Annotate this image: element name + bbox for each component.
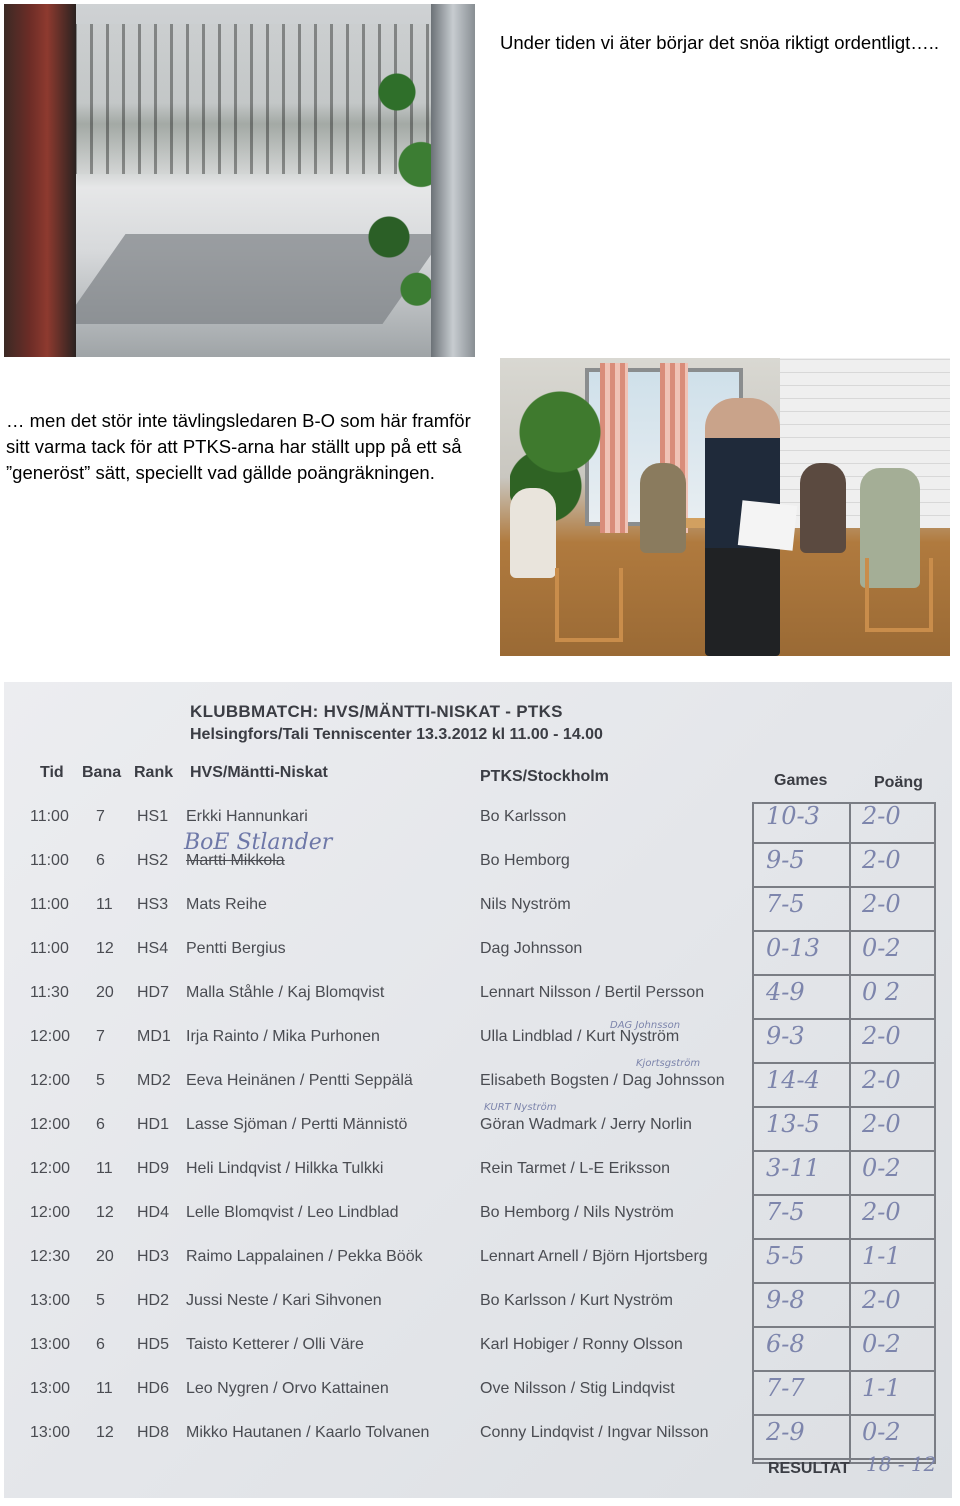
col-rank: Rank xyxy=(134,764,174,781)
row-rank: MD2 xyxy=(137,1072,171,1089)
row-games: 4-9 xyxy=(766,978,805,1006)
col-home: HVS/Mäntti-Niskat xyxy=(190,764,328,781)
score-grid-row-line xyxy=(752,842,934,844)
handwritten-note-md1: DAG Johnsson xyxy=(610,1020,681,1031)
row-away-player: Bo Hemborg xyxy=(480,852,570,869)
row-time: 12:30 xyxy=(30,1248,71,1265)
row-court: 12 xyxy=(96,940,114,957)
chair xyxy=(555,568,623,642)
score-grid-row-line xyxy=(752,1150,934,1152)
score-grid-row-line xyxy=(752,930,934,932)
row-home-player: Leo Nygren / Orvo Kattainen xyxy=(186,1380,389,1397)
row-time: 13:00 xyxy=(30,1292,71,1309)
caption-middle: … men det stör inte tävlingsledaren B-O som här framför sitt varma tack för att PTKS-arna har ställt upp på ett så ”generöst” sätt, speciellt vad gällde poängräkningen. xyxy=(6,410,471,483)
row-away-player: Bo Hemborg / Nils Nyström xyxy=(480,1204,674,1221)
row-points: 2-0 xyxy=(862,1198,901,1226)
result-label: RESULTAT xyxy=(768,1460,850,1477)
row-court: 20 xyxy=(96,1248,114,1265)
score-grid-row-line xyxy=(752,886,934,888)
col-poang: Poäng xyxy=(874,774,923,791)
row-home-player: Mats Reihe xyxy=(186,896,267,913)
row-points: 2-0 xyxy=(862,1286,901,1314)
col-away: PTKS/Stockholm xyxy=(480,768,609,785)
row-games: 3-11 xyxy=(766,1154,820,1182)
row-points: 0 2 xyxy=(862,978,901,1006)
row-home-player: Mikko Hautanen / Kaarlo Tolvanen xyxy=(186,1424,430,1441)
row-home-player: Lelle Blomqvist / Leo Lindblad xyxy=(186,1204,399,1221)
score-grid-row-line xyxy=(752,1018,934,1020)
row-games: 0-13 xyxy=(766,934,820,962)
snow-window-photo xyxy=(4,4,475,357)
row-rank: HD7 xyxy=(137,984,170,1001)
row-games: 7-5 xyxy=(766,1198,805,1226)
col-tid: Tid xyxy=(40,764,64,781)
row-rank: HS1 xyxy=(137,808,169,825)
row-time: 12:00 xyxy=(30,1160,71,1177)
row-time: 12:00 xyxy=(30,1028,71,1045)
row-points: 2-0 xyxy=(862,1110,901,1138)
row-court: 12 xyxy=(96,1424,114,1441)
row-rank: HS3 xyxy=(137,896,169,913)
row-points: 2-0 xyxy=(862,846,901,874)
row-home-player: Erkki Hannunkari xyxy=(186,808,308,825)
seated-person xyxy=(640,463,686,553)
row-rank: HD6 xyxy=(137,1380,170,1397)
paper-sheet xyxy=(738,500,797,551)
score-grid-row-line xyxy=(752,1238,934,1240)
row-points: 2-0 xyxy=(862,1066,901,1094)
row-home-player: Malla Ståhle / Kaj Blomqvist xyxy=(186,984,385,1001)
row-away-player: Lennart Nilsson / Bertil Persson xyxy=(480,984,705,1001)
row-points: 0-2 xyxy=(862,1418,901,1446)
row-games: 9-8 xyxy=(766,1286,805,1314)
row-games: 13-5 xyxy=(766,1110,820,1138)
row-time: 11:00 xyxy=(30,940,69,957)
row-games: 10-3 xyxy=(766,802,820,830)
row-away-player: Karl Hobiger / Ronny Olsson xyxy=(480,1336,683,1353)
room-photo xyxy=(500,358,950,656)
score-grid-row-line xyxy=(752,974,934,976)
row-time: 11:00 xyxy=(30,808,69,825)
row-games: 14-4 xyxy=(766,1066,820,1094)
row-away-player: Bo Karlsson xyxy=(480,808,567,825)
row-rank: HD5 xyxy=(137,1336,170,1353)
row-points: 0-2 xyxy=(862,934,901,962)
col-bana: Bana xyxy=(82,764,122,781)
row-points: 2-0 xyxy=(862,802,901,830)
row-away-player: Ove Nilsson / Stig Lindqvist xyxy=(480,1380,675,1397)
row-games: 6-8 xyxy=(766,1330,805,1358)
handwritten-note-md2: Kjortsgström xyxy=(636,1058,701,1069)
row-away-player: Nils Nyström xyxy=(480,896,571,913)
sheet-title: KLUBBMATCH: HVS/MÄNTTI-NISKAT - PTKS xyxy=(190,702,563,721)
row-games: 7-7 xyxy=(766,1374,805,1402)
row-court: 6 xyxy=(96,1336,105,1353)
row-away-player: Rein Tarmet / L-E Eriksson xyxy=(480,1160,670,1177)
row-court: 11 xyxy=(96,1380,113,1397)
row-time: 12:00 xyxy=(30,1204,71,1221)
row-court: 5 xyxy=(96,1292,105,1309)
row-points: 1-1 xyxy=(862,1374,901,1402)
result-value: 18 - 12 xyxy=(866,1452,937,1476)
row-games: 9-5 xyxy=(766,846,805,874)
row-court: 11 xyxy=(96,896,113,913)
row-home-player: Irja Rainto / Mika Purhonen xyxy=(186,1028,380,1045)
row-points: 1-1 xyxy=(862,1242,901,1270)
row-away-player: Elisabeth Bogsten / Dag Johnsson xyxy=(480,1072,725,1089)
score-grid-row-line xyxy=(752,1414,934,1416)
window-frame-right xyxy=(431,4,475,357)
row-time: 11:00 xyxy=(30,852,69,869)
row-home-player: Heli Lindqvist / Hilkka Tulkki xyxy=(186,1160,384,1177)
row-home-player: Taisto Ketterer / Olli Väre xyxy=(186,1336,364,1353)
row-games: 2-9 xyxy=(766,1418,805,1446)
row-points: 2-0 xyxy=(862,1022,901,1050)
row-rank: HD1 xyxy=(137,1116,170,1133)
chair xyxy=(865,558,933,632)
score-grid-row-line xyxy=(752,1326,934,1328)
row-time: 13:00 xyxy=(30,1380,71,1397)
sheet-subtitle: Helsingfors/Tali Tenniscenter 13.3.2012 kl 11.00 - 14.00 xyxy=(190,726,603,743)
row-court: 5 xyxy=(96,1072,105,1089)
row-away-player: Ulla Lindblad / Kurt Nyström xyxy=(480,1028,680,1045)
row-rank: HS4 xyxy=(137,940,169,957)
row-time: 11:00 xyxy=(30,896,69,913)
row-rank: MD1 xyxy=(137,1028,171,1045)
row-points: 2-0 xyxy=(862,890,901,918)
row-rank: HD3 xyxy=(137,1248,170,1265)
row-home-player: Jussi Neste / Kari Sihvonen xyxy=(186,1292,382,1309)
score-grid-divider xyxy=(849,802,851,1462)
row-away-player: Bo Karlsson / Kurt Nyström xyxy=(480,1292,673,1309)
scoresheet xyxy=(4,682,952,1498)
row-rank: HD2 xyxy=(137,1292,170,1309)
row-time: 13:00 xyxy=(30,1424,71,1441)
row-court: 11 xyxy=(96,1160,113,1177)
row-time: 11:30 xyxy=(30,984,69,1001)
row-time: 12:00 xyxy=(30,1072,71,1089)
row-away-player: Lennart Arnell / Björn Hjortsberg xyxy=(480,1248,708,1265)
handwritten-substitute: BoE Stlander xyxy=(184,830,333,855)
row-away-player: Conny Lindqvist / Ingvar Nilsson xyxy=(480,1424,709,1441)
row-home-player: Eeva Heinänen / Pentti Seppälä xyxy=(186,1072,413,1089)
row-court: 7 xyxy=(96,808,105,825)
seated-person xyxy=(800,463,846,553)
caption-top: Under tiden vi äter börjar det snöa riktigt ordentligt….. xyxy=(500,32,940,53)
row-rank: HD9 xyxy=(137,1160,170,1177)
row-court: 6 xyxy=(96,1116,105,1133)
handwritten-note-hd1: KURT Nyström xyxy=(484,1102,557,1113)
row-rank: HD8 xyxy=(137,1424,170,1441)
row-court: 7 xyxy=(96,1028,105,1045)
row-home-player: Martti Mikkola xyxy=(186,852,285,869)
row-away-player: Göran Wadmark / Jerry Norlin xyxy=(480,1116,692,1133)
row-time: 13:00 xyxy=(30,1336,71,1353)
row-points: 0-2 xyxy=(862,1154,901,1182)
row-games: 9-3 xyxy=(766,1022,805,1050)
score-grid-row-line xyxy=(752,1370,934,1372)
row-home-player: Lasse Sjöman / Pertti Männistö xyxy=(186,1116,408,1133)
score-grid-row-line xyxy=(752,1194,934,1196)
row-games: 5-5 xyxy=(766,1242,805,1270)
row-away-player: Dag Johnsson xyxy=(480,940,583,957)
row-home-player: Pentti Bergius xyxy=(186,940,286,957)
row-games: 7-5 xyxy=(766,890,805,918)
row-rank: HS2 xyxy=(137,852,169,869)
window-frame-left xyxy=(4,4,76,357)
row-court: 6 xyxy=(96,852,105,869)
score-grid-row-line xyxy=(752,1062,934,1064)
row-court: 20 xyxy=(96,984,114,1001)
row-time: 12:00 xyxy=(30,1116,71,1133)
row-rank: HD4 xyxy=(137,1204,170,1221)
col-games: Games xyxy=(774,772,828,789)
score-grid-row-line xyxy=(752,1106,934,1108)
row-home-player: Raimo Lappalainen / Pekka Böök xyxy=(186,1248,423,1265)
seated-person xyxy=(510,488,556,578)
row-points: 0-2 xyxy=(862,1330,901,1358)
row-court: 12 xyxy=(96,1204,114,1221)
score-grid-row-line xyxy=(752,1282,934,1284)
